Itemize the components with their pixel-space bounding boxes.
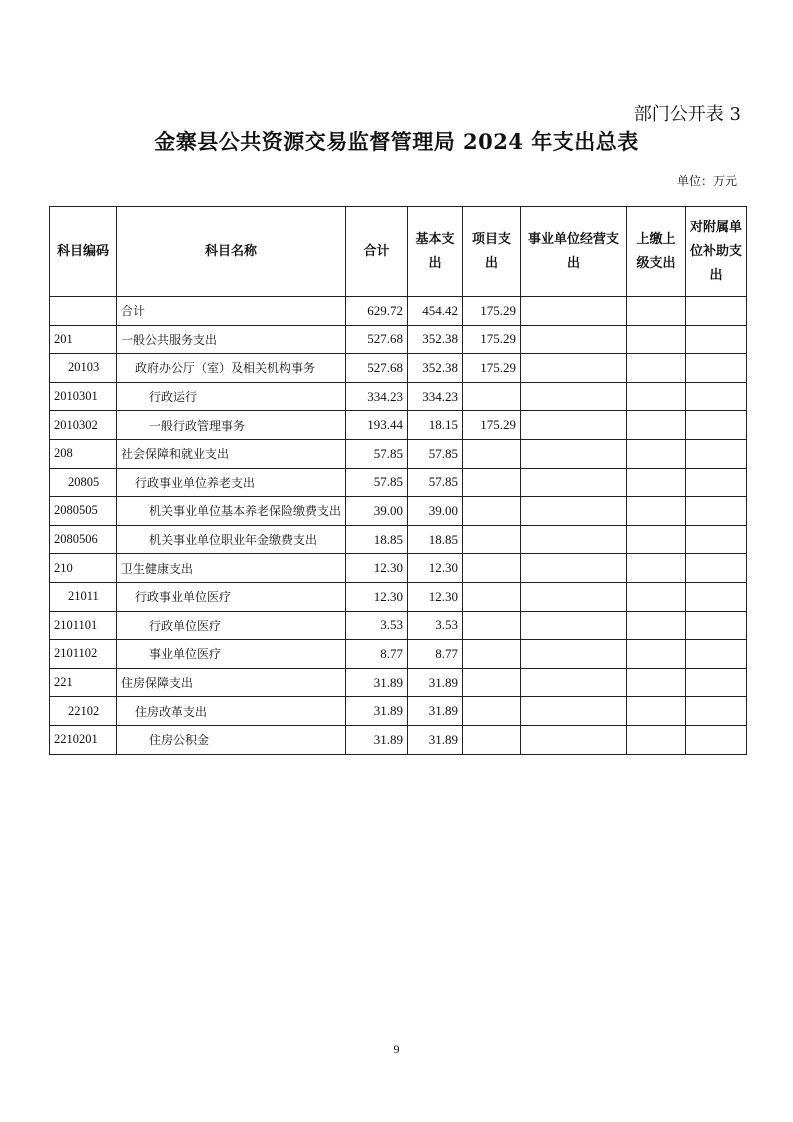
cell-business: [521, 297, 627, 326]
cell-business: [521, 468, 627, 497]
cell-name: 行政运行: [117, 382, 346, 411]
cell-total: 39.00: [346, 497, 408, 526]
cell-total: 629.72: [346, 297, 408, 326]
cell-name: 卫生健康支出: [117, 554, 346, 583]
cell-code: 210: [50, 554, 117, 583]
table-header-row: [50, 207, 747, 297]
cell-subsidy: [686, 325, 747, 354]
cell-business: [521, 382, 627, 411]
cell-upper: [627, 297, 686, 326]
header-code: 科目编码: [50, 207, 117, 297]
cell-upper: [627, 497, 686, 526]
cell-business: [521, 439, 627, 468]
cell-code: 2010302: [50, 411, 117, 440]
cell-total: 8.77: [346, 640, 408, 669]
cell-name: 住房公积金: [117, 725, 346, 754]
cell-code: 2010301: [50, 382, 117, 411]
cell-subsidy: [686, 439, 747, 468]
table-row: [50, 582, 747, 611]
table-row: [50, 640, 747, 669]
cell-subsidy: [686, 582, 747, 611]
cell-subsidy: [686, 411, 747, 440]
cell-business: [521, 525, 627, 554]
cell-code: 22102: [50, 697, 117, 726]
cell-code: 2080506: [50, 525, 117, 554]
cell-subsidy: [686, 640, 747, 669]
cell-name: 行政事业单位医疗: [117, 582, 346, 611]
header-project: 项目支出: [463, 207, 521, 297]
cell-code: 2101101: [50, 611, 117, 640]
cell-name: 一般公共服务支出: [117, 325, 346, 354]
cell-basic: 31.89: [408, 668, 463, 697]
table-body: [50, 297, 747, 755]
page-number: 9: [393, 1042, 400, 1056]
cell-code: 2101102: [50, 640, 117, 669]
header-name: 科目名称: [117, 207, 346, 297]
header-total: 合计: [346, 207, 408, 297]
cell-subsidy: [686, 497, 747, 526]
cell-business: [521, 411, 627, 440]
cell-upper: [627, 697, 686, 726]
cell-project: [463, 497, 521, 526]
cell-upper: [627, 725, 686, 754]
header-subsidy: 对附属单位补助支出: [686, 207, 747, 297]
cell-basic: 57.85: [408, 468, 463, 497]
cell-subsidy: [686, 668, 747, 697]
cell-project: [463, 697, 521, 726]
cell-total: 12.30: [346, 554, 408, 583]
cell-business: [521, 725, 627, 754]
cell-business: [521, 611, 627, 640]
cell-total: 334.23: [346, 382, 408, 411]
cell-basic: 31.89: [408, 697, 463, 726]
cell-basic: 57.85: [408, 439, 463, 468]
cell-name: 事业单位医疗: [117, 640, 346, 669]
cell-name: 住房保障支出: [117, 668, 346, 697]
cell-business: [521, 582, 627, 611]
cell-business: [521, 354, 627, 383]
cell-basic: 334.23: [408, 382, 463, 411]
cell-upper: [627, 525, 686, 554]
cell-total: 12.30: [346, 582, 408, 611]
cell-code: 20805: [50, 468, 117, 497]
cell-basic: 8.77: [408, 640, 463, 669]
cell-name: 社会保障和就业支出: [117, 439, 346, 468]
cell-code: 208: [50, 439, 117, 468]
cell-subsidy: [686, 525, 747, 554]
cell-upper: [627, 468, 686, 497]
cell-code: 2080505: [50, 497, 117, 526]
cell-total: 527.68: [346, 325, 408, 354]
cell-code: [50, 297, 117, 326]
table-row: [50, 297, 747, 326]
cell-subsidy: [686, 382, 747, 411]
cell-project: [463, 554, 521, 583]
table-row: [50, 354, 747, 383]
cell-upper: [627, 439, 686, 468]
cell-subsidy: [686, 611, 747, 640]
cell-business: [521, 325, 627, 354]
cell-name: 住房改革支出: [117, 697, 346, 726]
table-row: [50, 439, 747, 468]
cell-project: [463, 439, 521, 468]
table-row: [50, 668, 747, 697]
table-row: [50, 697, 747, 726]
table-row: [50, 325, 747, 354]
cell-basic: 18.15: [408, 411, 463, 440]
cell-basic: 12.30: [408, 582, 463, 611]
cell-upper: [627, 640, 686, 669]
cell-total: 57.85: [346, 439, 408, 468]
table-row: [50, 725, 747, 754]
cell-total: 3.53: [346, 611, 408, 640]
cell-business: [521, 497, 627, 526]
cell-total: 57.85: [346, 468, 408, 497]
cell-upper: [627, 354, 686, 383]
cell-total: 31.89: [346, 668, 408, 697]
unit-label: 单位：万元: [676, 174, 737, 188]
cell-total: 527.68: [346, 354, 408, 383]
cell-name: 行政事业单位养老支出: [117, 468, 346, 497]
cell-project: 175.29: [463, 354, 521, 383]
document-tag: 部门公开表 3: [633, 104, 741, 125]
cell-upper: [627, 611, 686, 640]
cell-name: 一般行政管理事务: [117, 411, 346, 440]
cell-upper: [627, 411, 686, 440]
cell-total: 18.85: [346, 525, 408, 554]
table-row: [50, 468, 747, 497]
cell-business: [521, 640, 627, 669]
cell-project: 175.29: [463, 411, 521, 440]
table-row: [50, 611, 747, 640]
expenditure-table: [49, 206, 747, 755]
cell-basic: 352.38: [408, 354, 463, 383]
header-basic: 基本支出: [408, 207, 463, 297]
cell-basic: 31.89: [408, 725, 463, 754]
cell-subsidy: [686, 297, 747, 326]
document-title: 金寨县公共资源交易监督管理局 2024 年支出总表: [154, 129, 639, 154]
cell-subsidy: [686, 468, 747, 497]
cell-basic: 18.85: [408, 525, 463, 554]
cell-total: 193.44: [346, 411, 408, 440]
cell-upper: [627, 582, 686, 611]
cell-name: 政府办公厅（室）及相关机构事务: [117, 354, 346, 383]
cell-business: [521, 697, 627, 726]
cell-name: 行政单位医疗: [117, 611, 346, 640]
cell-name: 机关事业单位职业年金缴费支出: [117, 525, 346, 554]
cell-subsidy: [686, 554, 747, 583]
header-upper: 上缴上级支出: [627, 207, 686, 297]
cell-upper: [627, 668, 686, 697]
cell-project: [463, 468, 521, 497]
cell-project: [463, 382, 521, 411]
cell-business: [521, 554, 627, 583]
table-row: [50, 525, 747, 554]
cell-total: 31.89: [346, 697, 408, 726]
cell-code: 221: [50, 668, 117, 697]
cell-project: [463, 611, 521, 640]
cell-basic: 454.42: [408, 297, 463, 326]
cell-subsidy: [686, 725, 747, 754]
cell-subsidy: [686, 697, 747, 726]
cell-basic: 3.53: [408, 611, 463, 640]
cell-project: [463, 668, 521, 697]
table-row: [50, 554, 747, 583]
cell-business: [521, 668, 627, 697]
cell-project: 175.29: [463, 297, 521, 326]
cell-basic: 39.00: [408, 497, 463, 526]
cell-upper: [627, 325, 686, 354]
table-row: [50, 497, 747, 526]
cell-project: [463, 725, 521, 754]
table-row: [50, 382, 747, 411]
cell-code: 20103: [50, 354, 117, 383]
cell-code: 2210201: [50, 725, 117, 754]
cell-project: 175.29: [463, 325, 521, 354]
cell-upper: [627, 554, 686, 583]
cell-project: [463, 640, 521, 669]
cell-basic: 12.30: [408, 554, 463, 583]
cell-name: 机关事业单位基本养老保险缴费支出: [117, 497, 346, 526]
cell-project: [463, 582, 521, 611]
cell-basic: 352.38: [408, 325, 463, 354]
cell-name: 合计: [117, 297, 346, 326]
cell-total: 31.89: [346, 725, 408, 754]
cell-code: 201: [50, 325, 117, 354]
cell-subsidy: [686, 354, 747, 383]
header-business: 事业单位经营支出: [521, 207, 627, 297]
cell-project: [463, 525, 521, 554]
cell-code: 21011: [50, 582, 117, 611]
cell-upper: [627, 382, 686, 411]
table-row: [50, 411, 747, 440]
